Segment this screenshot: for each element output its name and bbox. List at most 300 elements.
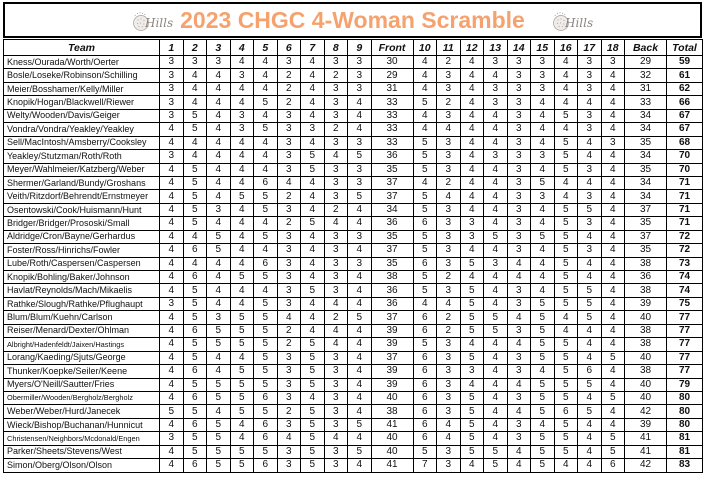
hole-score-cell: 3 — [484, 257, 508, 270]
column-header-team: Team — [4, 40, 160, 56]
hole-score-cell: 4 — [324, 338, 348, 351]
hole-score-cell: 5 — [460, 284, 484, 297]
hole-score-cell: 5 — [183, 405, 207, 418]
hole-score-cell: 4 — [578, 96, 602, 109]
hole-score-cell: 5 — [578, 203, 602, 216]
team-cell: Bridger/Bridger/Prososki/Small — [4, 217, 160, 230]
hole-score-cell: 2 — [324, 69, 348, 82]
hole-score-cell: 3 — [507, 163, 531, 176]
hole-score-cell: 3 — [277, 297, 301, 310]
hole-score-cell: 4 — [348, 297, 372, 310]
hole-score-cell: 4 — [230, 257, 254, 270]
hole-score-cell: 4 — [207, 109, 231, 122]
hole-score-cell: 5 — [254, 311, 278, 324]
hole-score-cell: 5 — [413, 244, 437, 257]
hole-score-cell: 5 — [484, 459, 508, 472]
hole-score-cell: 3 — [507, 109, 531, 122]
hole-score-cell: 5 — [230, 378, 254, 391]
hole-score-cell: 2 — [324, 203, 348, 216]
hole-score-cell: 6 — [413, 391, 437, 404]
column-header-12: 12 — [460, 40, 484, 56]
hole-score-cell: 4 — [207, 271, 231, 284]
hole-score-cell: 3 — [437, 378, 461, 391]
hole-score-cell: 5 — [554, 445, 578, 458]
hole-score-cell: 4 — [254, 163, 278, 176]
hole-score-cell: 3 — [348, 56, 372, 69]
hole-score-cell: 5 — [254, 445, 278, 458]
hole-score-cell: 3 — [507, 418, 531, 431]
hole-score-cell: 3 — [348, 257, 372, 270]
hole-score-cell: 6 — [601, 459, 625, 472]
table-row — [4, 378, 703, 391]
hole-score-cell: 4 — [601, 338, 625, 351]
hole-score-cell: 4 — [507, 445, 531, 458]
hole-score-cell: 5 — [460, 311, 484, 324]
hole-score-cell: 3 — [507, 190, 531, 203]
hole-score-cell: 5 — [254, 351, 278, 364]
hole-score-cell: 5 — [554, 418, 578, 431]
page-title: 2023 CHGC 4-Woman Scramble — [180, 6, 525, 33]
hole-score-cell: 5 — [301, 405, 325, 418]
hole-score-cell: 4 — [254, 150, 278, 163]
hole-score-cell: 3 — [160, 56, 184, 69]
front-total-cell: 31 — [371, 82, 413, 95]
hole-score-cell: 5 — [230, 459, 254, 472]
hole-score-cell: 4 — [301, 257, 325, 270]
hole-score-cell: 5 — [531, 297, 555, 310]
hole-score-cell: 3 — [207, 56, 231, 69]
hole-score-cell: 4 — [554, 56, 578, 69]
hole-score-cell: 3 — [277, 203, 301, 216]
hole-score-cell: 3 — [324, 365, 348, 378]
hole-score-cell: 4 — [437, 123, 461, 136]
hole-score-cell: 3 — [460, 365, 484, 378]
hole-score-cell: 4 — [531, 96, 555, 109]
total-cell: 71 — [667, 217, 703, 230]
front-total-cell: 40 — [371, 432, 413, 445]
hole-score-cell: 4 — [183, 69, 207, 82]
hole-score-cell: 4 — [348, 459, 372, 472]
hole-score-cell: 4 — [578, 459, 602, 472]
hole-score-cell: 3 — [324, 176, 348, 189]
back-total-cell: 34 — [625, 123, 667, 136]
total-cell: 74 — [667, 271, 703, 284]
table-row — [4, 56, 703, 69]
hole-score-cell: 4 — [160, 338, 184, 351]
hole-score-cell: 5 — [484, 445, 508, 458]
hole-score-cell: 3 — [601, 56, 625, 69]
hole-score-cell: 3 — [277, 56, 301, 69]
hole-score-cell: 4 — [554, 123, 578, 136]
hole-score-cell: 3 — [484, 82, 508, 95]
hole-score-cell: 4 — [531, 257, 555, 270]
hole-score-cell: 4 — [301, 82, 325, 95]
column-header-front: Front — [371, 40, 413, 56]
hole-score-cell: 3 — [160, 150, 184, 163]
hole-score-cell: 5 — [207, 391, 231, 404]
hole-score-cell: 3 — [531, 69, 555, 82]
total-cell: 80 — [667, 405, 703, 418]
hole-score-cell: 4 — [230, 418, 254, 431]
hole-score-cell: 5 — [484, 230, 508, 243]
hole-score-cell: 4 — [348, 217, 372, 230]
hole-score-cell: 4 — [348, 432, 372, 445]
hole-score-cell: 3 — [531, 82, 555, 95]
team-cell: Welty/Wooden/Davis/Geiger — [4, 109, 160, 122]
hole-score-cell: 5 — [301, 445, 325, 458]
hole-score-cell: 4 — [554, 324, 578, 337]
hole-score-cell: 5 — [531, 391, 555, 404]
column-header-4: 4 — [230, 40, 254, 56]
hole-score-cell: 4 — [254, 217, 278, 230]
team-cell: Osentowski/Cook/Huismann/Hunt — [4, 203, 160, 216]
total-cell: 77 — [667, 365, 703, 378]
hole-score-cell: 5 — [554, 271, 578, 284]
hole-score-cell: 5 — [183, 217, 207, 230]
hole-score-cell: 5 — [301, 217, 325, 230]
hole-score-cell: 4 — [601, 217, 625, 230]
hole-score-cell: 5 — [413, 136, 437, 149]
hole-score-cell: 3 — [437, 445, 461, 458]
hole-score-cell: 4 — [484, 176, 508, 189]
hole-score-cell: 4 — [160, 418, 184, 431]
hole-score-cell: 3 — [507, 217, 531, 230]
hole-score-cell: 5 — [531, 311, 555, 324]
table-row — [4, 109, 703, 122]
hole-score-cell: 4 — [531, 271, 555, 284]
hole-score-cell: 3 — [160, 69, 184, 82]
team-cell: Albright/Hadenfeldt/Jaixen/Hastings — [4, 338, 160, 351]
hole-score-cell: 3 — [578, 123, 602, 136]
hole-score-cell: 3 — [507, 123, 531, 136]
front-total-cell: 36 — [371, 284, 413, 297]
hole-score-cell: 3 — [437, 244, 461, 257]
hole-score-cell: 5 — [554, 109, 578, 122]
hole-score-cell: 4 — [578, 136, 602, 149]
hole-score-cell: 2 — [437, 324, 461, 337]
back-total-cell: 38 — [625, 284, 667, 297]
back-total-cell: 39 — [625, 418, 667, 431]
hole-score-cell: 3 — [531, 150, 555, 163]
hole-score-cell: 4 — [160, 459, 184, 472]
hole-score-cell: 5 — [413, 445, 437, 458]
hole-score-cell: 4 — [277, 311, 301, 324]
total-cell: 81 — [667, 445, 703, 458]
hole-score-cell: 4 — [484, 271, 508, 284]
hole-score-cell: 4 — [160, 284, 184, 297]
hole-score-cell: 5 — [554, 365, 578, 378]
table-row — [4, 257, 703, 270]
title-band — [3, 2, 702, 38]
hole-score-cell: 4 — [460, 136, 484, 149]
hole-score-cell: 5 — [183, 378, 207, 391]
hole-score-cell: 5 — [601, 432, 625, 445]
front-total-cell: 29 — [371, 69, 413, 82]
hole-score-cell: 5 — [183, 163, 207, 176]
back-total-cell: 34 — [625, 176, 667, 189]
hole-score-cell: 3 — [437, 203, 461, 216]
hole-score-cell: 5 — [160, 405, 184, 418]
hole-score-cell: 3 — [578, 244, 602, 257]
hole-score-cell: 4 — [507, 271, 531, 284]
hole-score-cell: 5 — [413, 338, 437, 351]
hole-score-cell: 4 — [484, 244, 508, 257]
hole-score-cell: 4 — [460, 163, 484, 176]
hole-score-cell: 3 — [578, 82, 602, 95]
hole-score-cell: 3 — [437, 459, 461, 472]
column-header-3: 3 — [207, 40, 231, 56]
hole-score-cell: 4 — [484, 391, 508, 404]
hole-score-cell: 6 — [183, 244, 207, 257]
hole-score-cell: 3 — [507, 351, 531, 364]
hole-score-cell: 4 — [460, 69, 484, 82]
hole-score-cell: 4 — [301, 244, 325, 257]
hole-score-cell: 4 — [230, 136, 254, 149]
hole-score-cell: 6 — [413, 351, 437, 364]
hole-score-cell: 3 — [207, 203, 231, 216]
hole-score-cell: 3 — [324, 230, 348, 243]
hole-score-cell: 5 — [578, 297, 602, 310]
hole-score-cell: 4 — [207, 150, 231, 163]
hole-score-cell: 4 — [484, 203, 508, 216]
hole-score-cell: 2 — [324, 311, 348, 324]
hole-score-cell: 4 — [301, 109, 325, 122]
hole-score-cell: 3 — [277, 271, 301, 284]
hole-score-cell: 5 — [554, 136, 578, 149]
hole-score-cell: 6 — [254, 418, 278, 431]
table-row — [4, 459, 703, 472]
hole-score-cell: 3 — [507, 432, 531, 445]
team-cell: Rathke/Slough/Rathke/Pflughaupt — [4, 297, 160, 310]
hole-score-cell: 3 — [437, 365, 461, 378]
hole-score-cell: 5 — [578, 284, 602, 297]
back-total-cell: 36 — [625, 271, 667, 284]
logo-script-text: Hills — [565, 16, 594, 30]
hole-score-cell: 4 — [578, 338, 602, 351]
hole-score-cell: 3 — [437, 136, 461, 149]
table-row — [4, 432, 703, 445]
hole-score-cell: 4 — [254, 69, 278, 82]
hole-score-cell: 5 — [183, 338, 207, 351]
table-row — [4, 391, 703, 404]
hole-score-cell: 4 — [601, 284, 625, 297]
hole-score-cell: 4 — [484, 190, 508, 203]
hole-score-cell: 4 — [301, 271, 325, 284]
hole-score-cell: 4 — [348, 391, 372, 404]
hole-score-cell: 4 — [413, 82, 437, 95]
hole-score-cell: 3 — [324, 284, 348, 297]
hole-score-cell: 3 — [437, 405, 461, 418]
back-total-cell: 40 — [625, 378, 667, 391]
hole-score-cell: 5 — [207, 418, 231, 431]
hole-score-cell: 4 — [230, 230, 254, 243]
hole-score-cell: 5 — [413, 271, 437, 284]
hole-score-cell: 4 — [183, 257, 207, 270]
hole-score-cell: 5 — [531, 445, 555, 458]
team-cell: Meyer/Wahlmeier/Katzberg/Weber — [4, 163, 160, 176]
hole-score-cell: 4 — [413, 69, 437, 82]
hole-score-cell: 4 — [578, 432, 602, 445]
hole-score-cell: 5 — [531, 459, 555, 472]
team-cell: Veith/Ritzdorf/Behrendt/Ernstmeyer — [4, 190, 160, 203]
hole-score-cell: 4 — [484, 351, 508, 364]
hole-score-cell: 4 — [437, 190, 461, 203]
hole-score-cell: 2 — [324, 123, 348, 136]
back-total-cell: 41 — [625, 432, 667, 445]
hole-score-cell: 6 — [413, 257, 437, 270]
hole-score-cell: 4 — [507, 405, 531, 418]
hole-score-cell: 4 — [254, 56, 278, 69]
hole-score-cell: 4 — [301, 56, 325, 69]
hole-score-cell: 3 — [507, 391, 531, 404]
hole-score-cell: 2 — [277, 69, 301, 82]
hole-score-cell: 3 — [277, 391, 301, 404]
team-cell: Obermiller/Wooden/Bergholz/Bergholz — [4, 391, 160, 404]
hole-score-cell: 3 — [460, 217, 484, 230]
hole-score-cell: 6 — [554, 405, 578, 418]
hole-score-cell: 2 — [277, 405, 301, 418]
total-cell: 70 — [667, 150, 703, 163]
hole-score-cell: 4 — [484, 136, 508, 149]
team-cell: Wieck/Bishop/Buchanan/Hunnicut — [4, 418, 160, 431]
hole-score-cell: 5 — [207, 459, 231, 472]
hole-score-cell: 3 — [507, 69, 531, 82]
column-header-5: 5 — [254, 40, 278, 56]
column-header-total: Total — [667, 40, 703, 56]
hole-score-cell: 4 — [601, 418, 625, 431]
hole-score-cell: 5 — [601, 445, 625, 458]
hole-score-cell: 5 — [484, 324, 508, 337]
hole-score-cell: 5 — [230, 190, 254, 203]
hole-score-cell: 4 — [207, 365, 231, 378]
hole-score-cell: 4 — [348, 271, 372, 284]
hole-score-cell: 5 — [413, 203, 437, 216]
column-header-15: 15 — [531, 40, 555, 56]
hole-score-cell: 5 — [531, 338, 555, 351]
front-total-cell: 35 — [371, 163, 413, 176]
hole-score-cell: 6 — [254, 459, 278, 472]
front-total-cell: 37 — [371, 351, 413, 364]
hole-score-cell: 4 — [578, 176, 602, 189]
table-row — [4, 297, 703, 310]
hole-score-cell: 4 — [348, 405, 372, 418]
hole-score-cell: 3 — [277, 365, 301, 378]
hole-score-cell: 4 — [601, 378, 625, 391]
hole-score-cell: 5 — [554, 150, 578, 163]
team-cell: Havlat/Reynolds/Mach/Mikaelis — [4, 284, 160, 297]
hole-score-cell: 3 — [578, 69, 602, 82]
team-cell: Kness/Ourada/Worth/Oerter — [4, 56, 160, 69]
back-total-cell: 34 — [625, 150, 667, 163]
table-row — [4, 136, 703, 149]
hole-score-cell: 5 — [183, 176, 207, 189]
total-cell: 71 — [667, 203, 703, 216]
hole-score-cell: 3 — [277, 445, 301, 458]
hole-score-cell: 4 — [230, 163, 254, 176]
hole-score-cell: 3 — [160, 96, 184, 109]
hole-score-cell: 4 — [554, 82, 578, 95]
hole-score-cell: 4 — [507, 257, 531, 270]
hole-score-cell: 4 — [554, 176, 578, 189]
hole-score-cell: 3 — [601, 136, 625, 149]
hole-score-cell: 3 — [507, 150, 531, 163]
hole-score-cell: 3 — [230, 69, 254, 82]
table-row — [4, 271, 703, 284]
front-total-cell: 33 — [371, 96, 413, 109]
total-cell: 77 — [667, 324, 703, 337]
table-row — [4, 284, 703, 297]
table-row — [4, 96, 703, 109]
hole-score-cell: 5 — [554, 351, 578, 364]
hole-score-cell: 3 — [277, 257, 301, 270]
hole-score-cell: 5 — [413, 163, 437, 176]
hole-score-cell: 5 — [413, 190, 437, 203]
hole-score-cell: 6 — [578, 365, 602, 378]
hole-score-cell: 3 — [277, 136, 301, 149]
hole-score-cell: 4 — [301, 324, 325, 337]
hole-score-cell: 3 — [437, 217, 461, 230]
hole-score-cell: 4 — [348, 244, 372, 257]
hole-score-cell: 3 — [324, 109, 348, 122]
hole-score-cell: 4 — [207, 351, 231, 364]
table-row — [4, 69, 703, 82]
hole-score-cell: 3 — [348, 82, 372, 95]
hole-score-cell: 3 — [324, 96, 348, 109]
table-row — [4, 418, 703, 431]
column-header-11: 11 — [437, 40, 461, 56]
total-cell: 81 — [667, 432, 703, 445]
table-row — [4, 311, 703, 324]
hole-score-cell: 6 — [254, 391, 278, 404]
hole-score-cell: 4 — [531, 203, 555, 216]
hole-score-cell: 3 — [507, 230, 531, 243]
hole-score-cell: 3 — [484, 96, 508, 109]
hole-score-cell: 4 — [531, 163, 555, 176]
hole-score-cell: 3 — [324, 163, 348, 176]
total-cell: 77 — [667, 338, 703, 351]
hole-score-cell: 3 — [160, 297, 184, 310]
hole-score-cell: 5 — [554, 203, 578, 216]
hole-score-cell: 4 — [301, 297, 325, 310]
hole-score-cell: 4 — [507, 378, 531, 391]
total-cell: 72 — [667, 244, 703, 257]
column-header-7: 7 — [301, 40, 325, 56]
hole-score-cell: 3 — [230, 123, 254, 136]
hole-score-cell: 4 — [601, 96, 625, 109]
hole-score-cell: 3 — [324, 351, 348, 364]
hole-score-cell: 4 — [531, 284, 555, 297]
hole-score-cell: 4 — [578, 150, 602, 163]
hole-score-cell: 5 — [601, 351, 625, 364]
hole-score-cell: 6 — [183, 365, 207, 378]
hole-score-cell: 4 — [230, 244, 254, 257]
hole-score-cell: 5 — [254, 324, 278, 337]
hole-score-cell: 4 — [160, 311, 184, 324]
hole-score-cell: 4 — [207, 297, 231, 310]
hole-score-cell: 4 — [230, 432, 254, 445]
front-total-cell: 37 — [371, 311, 413, 324]
hole-score-cell: 3 — [507, 244, 531, 257]
table-row — [4, 365, 703, 378]
hole-score-cell: 3 — [484, 56, 508, 69]
hole-score-cell: 2 — [437, 96, 461, 109]
hole-score-cell: 5 — [301, 150, 325, 163]
table-row — [4, 230, 703, 243]
hole-score-cell: 4 — [554, 190, 578, 203]
hole-score-cell: 4 — [301, 230, 325, 243]
hole-score-cell: 5 — [460, 324, 484, 337]
hole-score-cell: 4 — [601, 190, 625, 203]
